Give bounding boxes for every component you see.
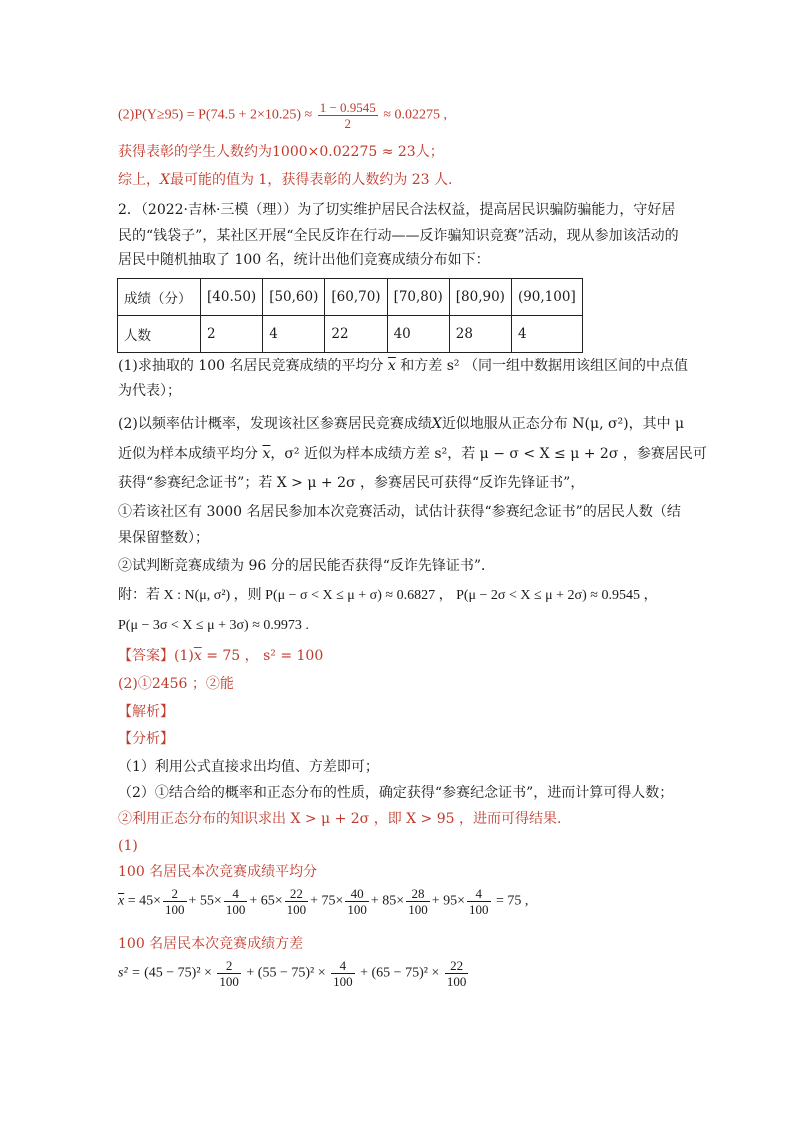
section-analysis: 【解析】 bbox=[118, 704, 174, 720]
analysis-line: ②利用正态分布的知识求出 X > μ + 2σ ，即 X > 95 ，进而可得结果. bbox=[118, 811, 562, 827]
fraction-numerator: 28 bbox=[406, 886, 430, 902]
variance-caption: 100 名居民本次竞赛成绩方差 bbox=[118, 936, 304, 952]
solution-summary bbox=[118, 170, 453, 190]
summary-text: 最可能的值为 1，获得表彰的人数约为 23 人. bbox=[169, 172, 453, 188]
table-cell: 人数 bbox=[118, 316, 201, 353]
table-row bbox=[118, 316, 583, 353]
fraction bbox=[285, 886, 309, 917]
question-1-cont: 为代表）； bbox=[118, 383, 181, 399]
xbar-symbol: $\overline{x}$ bbox=[118, 893, 125, 909]
fraction-denominator: 100 bbox=[165, 902, 185, 917]
q2-cont-text: 近似为样本成绩平均分 bbox=[118, 446, 263, 462]
appendix-line: P(μ − 3σ < X ≤ μ + 3σ) ≈ 0.9973 . bbox=[118, 618, 309, 633]
term-prefix: + 55× bbox=[188, 893, 222, 909]
fraction-denominator: 100 bbox=[225, 902, 246, 917]
fraction bbox=[406, 886, 430, 917]
mean-formula bbox=[118, 886, 528, 917]
question-2 bbox=[118, 414, 684, 434]
part-label: (1) bbox=[118, 838, 138, 854]
variance-lhs: s² = bbox=[118, 965, 145, 981]
summary-prefix: 综上， bbox=[118, 172, 160, 188]
fraction-denominator: 100 bbox=[286, 902, 307, 917]
term-prefix: (45 − 75)² × bbox=[144, 965, 216, 981]
variance-formula bbox=[118, 958, 470, 989]
table-cell: [70,80) bbox=[387, 279, 449, 316]
problem-text-line: 民的“钱袋子”，某社区开展“全民反诈在行动——反诈骗知识竞赛”活动，现从参加该活动的 bbox=[118, 228, 679, 244]
answer-line bbox=[118, 646, 323, 666]
table-cell: 40 bbox=[387, 316, 449, 353]
sub-question-1: ①若该社区有 3000 名居民参加本次竞赛活动，试估计获得“参赛纪念证书”的居民人数（结 bbox=[118, 504, 681, 520]
problem-text-line: 居民中随机抽取了 100 名，统计出他们竞赛成绩分布如下： bbox=[118, 252, 490, 268]
prob-result: ≈ 0.02275 , bbox=[383, 107, 447, 123]
table-header-row bbox=[118, 279, 583, 316]
fraction-denominator: 2 bbox=[344, 116, 352, 131]
q1-text-tail: 和方差 s² （同一组中数据用该组区间的中点值 bbox=[395, 358, 688, 374]
fraction-numerator: 1 − 0.9545 bbox=[319, 100, 376, 115]
term-prefix: + 75× bbox=[310, 893, 344, 909]
term-prefix: + 65× bbox=[249, 893, 283, 909]
problem-heading: 2．（2022·吉林·三模（理））为了切实维护居民合法权益，提高居民识骗防骗能力，守好居 bbox=[118, 202, 676, 218]
xbar-symbol: $\overline{x}$ bbox=[262, 446, 271, 462]
prob-expression: (2)P(Y≥95) = P(74.5 + 2×10.25) ≈ bbox=[118, 107, 313, 123]
question-1 bbox=[118, 356, 688, 376]
solution-line-count: 获得表彰的学生人数约为1000×0.02275 ≈ 23人； bbox=[118, 144, 444, 160]
analysis-line: （1）利用公式直接求出均值、方差即可； bbox=[118, 759, 379, 775]
table-cell: [60,70) bbox=[325, 279, 387, 316]
answer-line-2: (2)①2456 ；②能 bbox=[118, 676, 234, 692]
question-2-cont bbox=[118, 444, 707, 464]
table-cell: 2 bbox=[201, 316, 263, 353]
answer-label: 【答案】(1) bbox=[118, 648, 194, 664]
prob-fraction bbox=[318, 100, 378, 131]
q2-text: (2)以频率估计概率，发现该社区参赛居民竞赛成绩 bbox=[118, 416, 432, 432]
appendix-line: 附：若 X : N(μ, σ²) ，则 P(μ − σ < X ≤ μ + σ) ≈ 0.6827 ， P(μ − 2σ < X ≤ μ + 2σ) ≈ 0.9545 ， bbox=[118, 588, 658, 603]
summary-var: X bbox=[160, 172, 170, 188]
mean-result: = 75 , bbox=[492, 893, 529, 909]
question-2-cont: 获得“参赛纪念证书”；若 X > μ + 2σ ，参赛居民可获得“反诈先锋证书”， bbox=[118, 475, 585, 491]
fraction-denominator: 100 bbox=[408, 902, 428, 917]
table-cell: [40.50) bbox=[201, 279, 263, 316]
sub-question-1-cont: 果保留整数）； bbox=[118, 530, 209, 546]
term-prefix: + (65 − 75)² × bbox=[356, 965, 443, 981]
fraction-numerator: 4 bbox=[331, 958, 355, 974]
table-cell: [50,60) bbox=[263, 279, 325, 316]
fraction-denominator: 100 bbox=[333, 974, 353, 989]
q2-text-tail: 近似地服从正态分布 N(μ, σ²)，其中 μ bbox=[441, 416, 685, 432]
fraction-denominator: 100 bbox=[219, 974, 239, 989]
score-distribution-table bbox=[117, 278, 583, 353]
fraction bbox=[445, 958, 469, 989]
fraction bbox=[163, 886, 187, 917]
sub-question-2: ②试判断竞赛成绩为 96 分的居民能否获得“反诈先锋证书”． bbox=[118, 558, 496, 574]
fraction-numerator: 2 bbox=[163, 886, 187, 902]
table-cell: 成绩（分） bbox=[118, 279, 201, 316]
fraction-numerator: 4 bbox=[467, 886, 491, 902]
fraction bbox=[217, 958, 241, 989]
fraction-numerator: 4 bbox=[224, 886, 248, 902]
fraction bbox=[467, 886, 491, 917]
fraction bbox=[345, 886, 369, 917]
xbar-symbol: $\overline{x}$ bbox=[387, 358, 396, 374]
table-cell: (90,100] bbox=[511, 279, 582, 316]
term-prefix: + 85× bbox=[370, 893, 405, 909]
fraction-numerator: 40 bbox=[345, 886, 369, 902]
term-prefix: + (55 − 75)² × bbox=[242, 965, 330, 981]
table-cell: 22 bbox=[325, 316, 387, 353]
fraction bbox=[224, 886, 248, 917]
answer-values: = 75 ， s² = 100 bbox=[201, 648, 324, 664]
fraction-numerator: 2 bbox=[217, 958, 241, 974]
solution-line-prob bbox=[118, 100, 447, 131]
table-cell: [80,90) bbox=[449, 279, 511, 316]
analysis-line: （2）①结合给的概率和正态分布的性质，确定获得“参赛纪念证书”，进而计算可得人数； bbox=[118, 785, 674, 801]
fraction-denominator: 100 bbox=[446, 974, 467, 989]
term-prefix: = 45× bbox=[124, 893, 162, 909]
fraction-numerator: 22 bbox=[285, 886, 309, 902]
mean-caption: 100 名居民本次竞赛成绩平均分 bbox=[118, 864, 318, 880]
fraction-denominator: 100 bbox=[469, 902, 489, 917]
xbar-symbol: $\overline{x}$ bbox=[193, 648, 202, 664]
table-cell: 28 bbox=[449, 316, 511, 353]
table-cell: 4 bbox=[263, 316, 325, 353]
q2-cont-tail: ，σ² 近似为样本成绩方差 s²，若 μ − σ < X ≤ μ + 2σ ，参赛居民可 bbox=[270, 446, 707, 462]
fraction-denominator: 100 bbox=[347, 902, 367, 917]
term-prefix: + 95× bbox=[431, 893, 465, 909]
q1-text: (1)求抽取的 100 名居民竞赛成绩的平均分 bbox=[118, 358, 388, 374]
fraction-numerator: 22 bbox=[445, 958, 469, 974]
x-symbol: X bbox=[431, 416, 442, 432]
table-cell: 4 bbox=[511, 316, 582, 353]
section-breakdown: 【分析】 bbox=[118, 731, 174, 747]
fraction bbox=[331, 958, 355, 989]
